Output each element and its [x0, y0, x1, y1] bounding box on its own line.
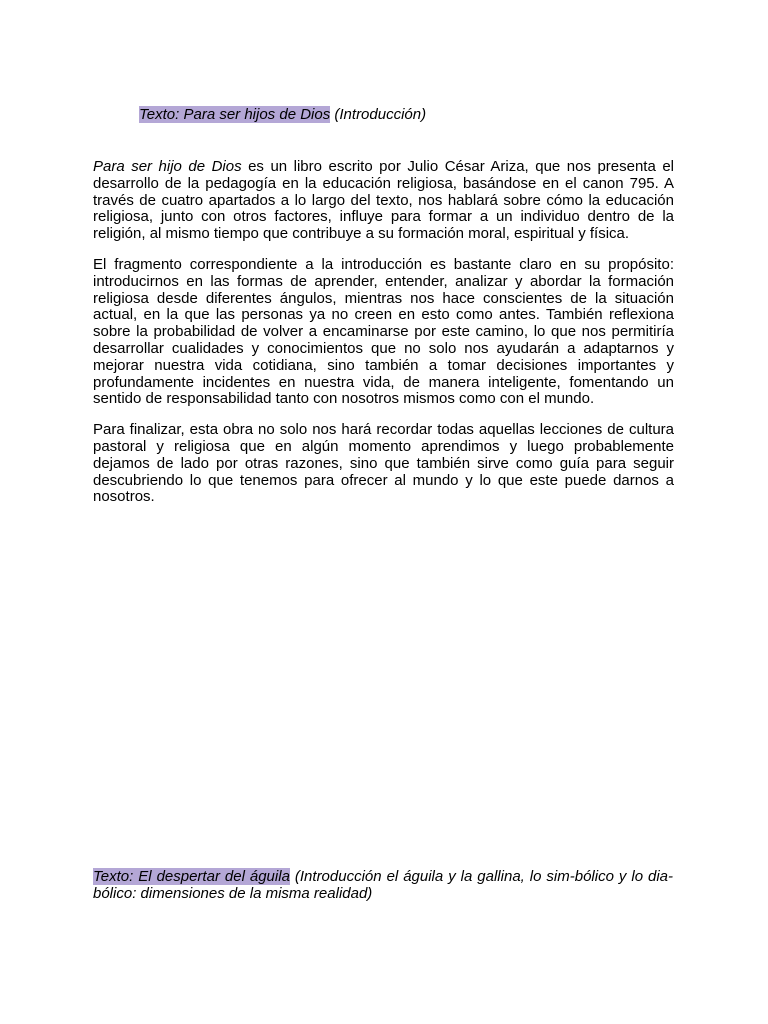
highlighted-text-label: Texto: El despertar del águila [93, 868, 290, 885]
text-subtitle: (Introducción) [334, 106, 427, 123]
document-body [93, 159, 674, 520]
text-heading-2 [93, 868, 673, 902]
text-subtitle: (Introducción el águila y la gallina, lo sim-bólico y lo dia-bólico: dimensiones de la misma realidad) [93, 868, 674, 902]
paragraph-1 [93, 159, 674, 243]
paragraph-3: Para finalizar, esta obra no solo nos hará recordar todas aquellas lecciones de cultura pastoral y religiosa que en algún momento aprendimos y luego probablemente dejamos de lado por otras razones, sino que también sirve como guía para seguir descubriendo lo que tenemos para ofrecer al mundo y lo que este puede darnos a nosotros. [93, 421, 674, 506]
paragraph-1-text: es un libro escrito por Julio César Ariza, que nos presenta el desarrollo de la pedagogía en la educación religiosa, basándose en el canon 795. A través de cuatro apartados a lo largo del texto, nos hablará sobre cómo la educación religiosa, junto con otros factores, influye para formar a un individuo dentro de la religión, al mismo tiempo que contribuye a su formación moral, espiritual y física. [93, 158, 674, 243]
text-heading-1 [139, 106, 699, 123]
highlighted-text-label: Texto: Para ser hijos de Dios [139, 106, 331, 123]
paragraph-2: El fragmento correspondiente a la introducción es bastante claro en su propósito: introducirnos en las formas de aprender, entender, analizar y abordar la formación religiosa desde diferentes ángulos, mientras nos hace conscientes de la situación actual, en la que las personas ya no creen en esto como antes. También reflexiona sobre la probabilidad de volver a encaminarse por este camino, lo que nos permitiría desarrollar cualidades y conocimientos que no solo nos ayudarán a adaptarnos y mejorar nuestra vida cotidiana, sino también a tomar decisiones importantes y profundamente incidentes en nuestra vida, de manera inteligente, fomentando un sentido de responsabilidad tanto con nosotros mismos como con el mundo. [93, 255, 674, 408]
book-title: Para ser hijo de Dios [93, 158, 242, 175]
